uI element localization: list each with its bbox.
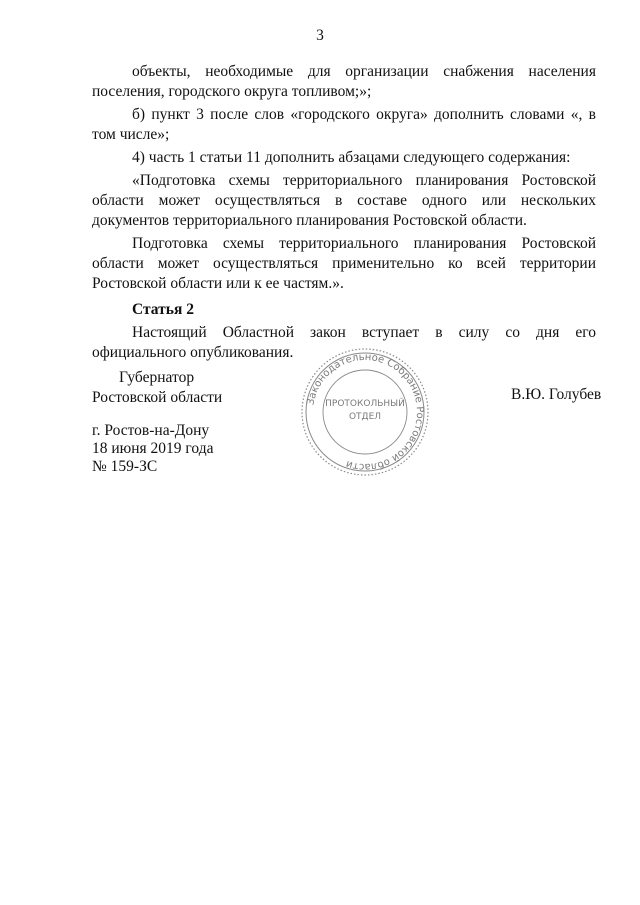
city: г. Ростов-на-Дону [92, 422, 210, 439]
governor-title: Губернатор [119, 369, 195, 386]
seal-center-line2: ОТДЕЛ [348, 412, 382, 422]
document-body [92, 62, 596, 366]
date: 18 июня 2019 года [92, 440, 214, 457]
paragraph-quote-2: Подготовка схемы территориального планирования Ростовской области может осуществляться применительно ко всей территории Ростовской области или к ее частям.». [92, 235, 596, 292]
page-number: 3 [316, 27, 324, 44]
article-heading: Статья 2 [132, 301, 194, 318]
signer-name: В.Ю. Голубев [511, 386, 602, 403]
place-date-block [92, 422, 213, 476]
article-text: Настоящий Областной закон вступает в силу со дня его официального опубликования. [92, 324, 596, 361]
paragraph-quote-1: «Подготовка схемы территориального планирования Ростовской области может осуществляться в составе одного или нескольких документов территориального планирования Ростовской области. [92, 172, 596, 229]
official-seal [299, 346, 431, 478]
paragraph-item-4: 4) часть 1 статьи 11 дополнить абзацами следующего содержания: [132, 149, 571, 166]
law-number: № 159-ЗС [92, 458, 158, 475]
seal-ring-text: Законодательное Собрание Ростовской области [305, 351, 426, 473]
seal-center-line1: ПРОТОКОЛЬНЫЙ [325, 399, 405, 409]
paragraph-continuation: объекты, необходимые для организации снабжения населения поселения, городского округа топливом;»; [92, 63, 596, 100]
signature-title [92, 368, 222, 408]
region-title: Ростовской области [92, 389, 223, 406]
paragraph-item-b: б) пункт 3 после слов «городского округа» дополнить словами «, в том числе»; [92, 106, 596, 143]
